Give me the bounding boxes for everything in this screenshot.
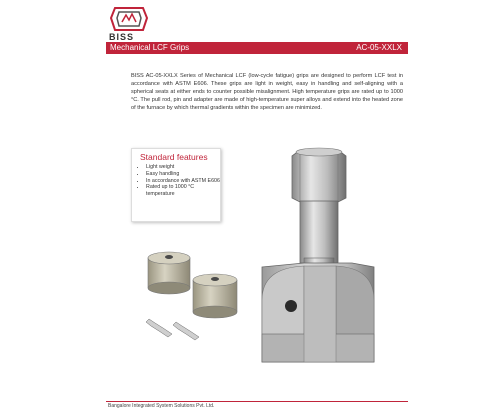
features-title: Standard features — [140, 152, 208, 162]
feature-item: • Light weight — [146, 164, 222, 171]
grip-clevis-block — [262, 263, 374, 362]
logo-text: BISS — [109, 32, 135, 42]
feature-item: • Easy handling — [146, 171, 222, 178]
test-specimen — [173, 322, 199, 340]
grip-adapter — [193, 274, 237, 318]
footer-company: Bangalore Integrated System Solutions Pvt. Ltd. — [108, 403, 215, 409]
footer-divider — [106, 401, 408, 402]
model-number: AC-05-XXLX — [356, 43, 402, 52]
page-title: Mechanical LCF Grips — [110, 43, 190, 52]
test-specimen — [146, 319, 172, 337]
feature-item: • In accordance with ASTM E606 — [146, 178, 222, 185]
grip-nut — [292, 148, 346, 202]
grip-adapter — [148, 252, 190, 294]
feature-item: • Rated up to 1000 °C temperature — [146, 184, 222, 198]
product-description: BISS AC-05-XXLX Series of Mechanical LCF (low-cycle fatigue) grips are designed to perform LCF test in accordance with ASTM E606. These grips are light in weight, easy in handling and self-aligning with a spherical seats at either ends to counter possible misalignment. High temperature grips are rated up to 1000 °C. The pull rod, pin and adapter are made of high-temperature super alloys and extend into the heated zone of the furnace by which thermal gradients within the specimen are minimized. — [131, 73, 403, 111]
grip-pull-rod — [300, 201, 338, 268]
